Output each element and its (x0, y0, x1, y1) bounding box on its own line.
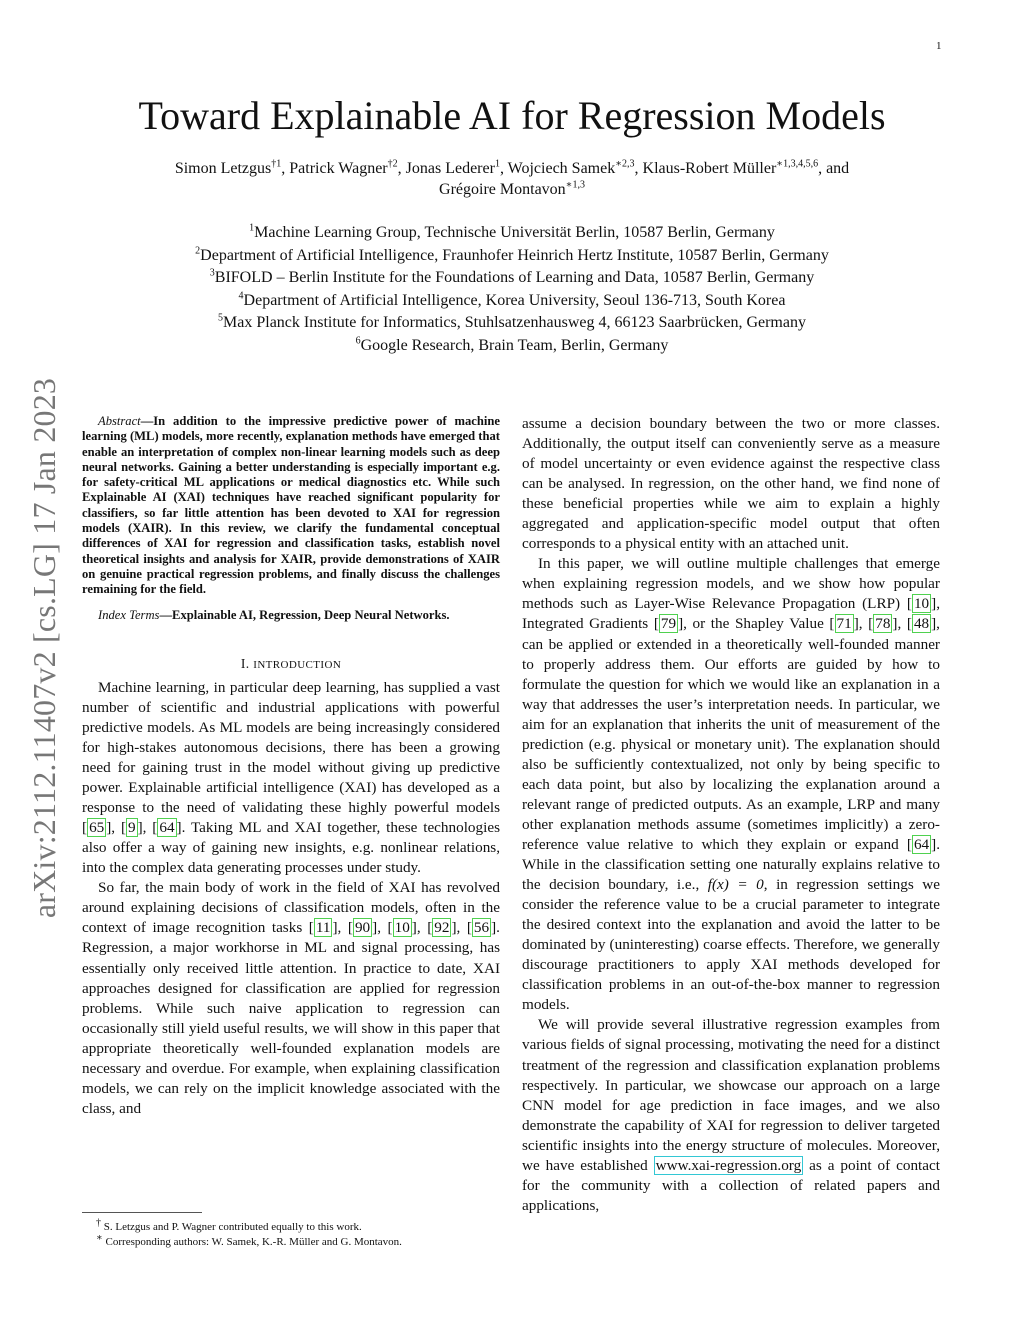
affiliation-line (100, 312, 924, 335)
author-name: Wojciech Samek (507, 160, 616, 177)
footnote-mark: ∗ (96, 1232, 103, 1244)
affiliation-line (100, 222, 924, 245)
affiliation-list (100, 222, 924, 357)
author-separator: , (499, 160, 508, 177)
affiliation-text: BIFOLD – Berlin Institute for the Foundations of Learning and Data, 10587 Berlin, Germany (214, 269, 815, 286)
abstract-text: In addition to the impressive predictive power of machine learning (ML) models, more recently, explanation methods have emerged that enable an interpretation of complex non-linear learning models such as deep neural networks. Gaining a better understanding is especially important e.g. for safety-critical ML applications or medical diagnostics etc. While such Explainable AI (XAI) techniques have reached significant popularity for classifiers, so far little attention has been devoted to XAI for regression models (XAIR). In this review, we clarify the fundamental conceptual differences of XAI for regression and classification tasks, establish novel theoretical insights and analysis for XAIR, provide demonstrations of XAIR on genuine practical regression problems, and finally discuss the challenges remaining for the field. (82, 414, 500, 597)
page-number: 1 (936, 40, 942, 52)
author-name: Klaus-Robert Müller (642, 160, 777, 177)
citation-link[interactable]: 56 (473, 919, 490, 937)
affiliation-number: 1 (249, 222, 255, 234)
affiliation-line (100, 335, 924, 358)
author-affiliation-mark: 1 (494, 158, 500, 170)
left-column (82, 414, 500, 1119)
citation-link[interactable]: 11 (315, 919, 331, 937)
citation-link[interactable]: 64 (913, 835, 930, 853)
author-name: Grégoire Montavon (439, 181, 566, 198)
paragraph: Machine learning, in particular deep learning, has supplied a vast number of scientific and industrial applications with powerful predictive models. As ML models are being increasingly considered for high-stakes autonomous decisions, there has been a growing need for gaining trust in the model without giving up predictive power. Explainable artificial intelligence (XAI) has developed as a response to the need of validating these highly powerful models [ 65 ], [ 9 ], [ 64 ]. Taking ML and XAI together, these technologies also offer a way of gaining new insights, e.g. nonlinear relations, into the complex data generating processes under study. (82, 678, 500, 877)
affiliation-number: 6 (355, 335, 361, 347)
author-name: Jonas Lederer (405, 160, 495, 177)
affiliation-number: 4 (238, 290, 244, 302)
citation-link[interactable]: 78 (875, 615, 891, 633)
footnote-rule (82, 1212, 202, 1213)
affiliation-number: 2 (195, 245, 201, 257)
author-affiliation-mark: ∗1,3,4,5,6 (776, 158, 819, 170)
right-column (522, 414, 940, 1216)
affiliation-text: Department of Artificial Intelligence, Fraunhofer Heinrich Hertz Institute, 10587 Berlin, Germany (200, 246, 829, 264)
abstract-label: Abstract (98, 414, 141, 428)
affiliation-text: Google Research, Brain Team, Berlin, Germany (360, 336, 669, 354)
section-number: I. (240, 655, 250, 671)
citation-link[interactable]: 90 (354, 919, 371, 937)
author-list (100, 158, 924, 200)
citation-link[interactable]: 92 (434, 919, 450, 937)
affiliation-text: Machine Learning Group, Technische Universität Berlin, 10587 Berlin, Germany (254, 224, 775, 241)
author-affiliation-mark: †1 (271, 158, 282, 170)
affiliation-text: Department of Artificial Intelligence, Korea University, Seoul 136-713, South Korea (243, 291, 786, 309)
author-affiliation-mark: ∗2,3 (615, 158, 635, 170)
affiliation-line (100, 245, 924, 268)
citation-link[interactable]: 48 (913, 615, 930, 633)
affiliation-text: Max Planck Institute for Informatics, Stuhlsatzenhausweg 4, 66123 Saarbrücken, Germany (223, 314, 806, 331)
author-separator: , (634, 160, 643, 177)
section-title: INTRODUCTION (253, 658, 342, 671)
author-name: Simon Letzgus (174, 160, 272, 177)
citation-link[interactable]: 71 (836, 615, 852, 633)
website-link[interactable]: www.xai-regression.org (655, 1156, 802, 1174)
author-separator: , (397, 160, 406, 177)
footnote (96, 1217, 496, 1235)
author-affiliation-mark: ∗1,3 (565, 179, 585, 191)
index-terms-label: Index Terms (98, 607, 160, 622)
abstract-dash: — (140, 414, 154, 428)
index-terms-dash: — (159, 607, 173, 622)
author-separator: , and (818, 160, 850, 177)
affiliation-line (100, 267, 924, 290)
section-heading (82, 656, 500, 672)
footnote-text: S. Letzgus and P. Wagner contributed equally to this work. (101, 1221, 362, 1233)
citation-link[interactable]: 10 (913, 595, 930, 613)
citation-link[interactable]: 64 (159, 819, 175, 837)
inline-math: f(x) = 0 (707, 876, 764, 894)
arxiv-identifier[interactable]: arXiv:2112.11407v2 [cs.LG] 17 Jan 2023 (26, 377, 62, 919)
footnote-mark: † (96, 1217, 101, 1229)
index-terms (82, 608, 500, 623)
affiliation-line (100, 290, 924, 313)
citation-link[interactable]: 9 (128, 819, 136, 837)
abstract (82, 414, 500, 598)
footnotes (96, 1217, 496, 1250)
footnote (96, 1232, 496, 1250)
author-name: Patrick Wagner (289, 160, 388, 177)
paper-title: Toward Explainable AI for Regression Models (138, 93, 886, 138)
author-affiliation-mark: †2 (387, 158, 398, 170)
paragraph: assume a decision boundary between the two or more classes. Additionally, the output itself can conveniently serve as a measure of model uncertainty or even evidence against the respective class can be analysed. In regression, on the other hand, we find none of these beneficial properties while we aim to explain a highly aggregated and application-specific model output that often corresponds to a physical entity with an attached unit. (522, 415, 940, 553)
citation-link[interactable]: 79 (660, 615, 677, 633)
paragraph: So far, the main body of work in the field of XAI has revolved around explaining decisions of classification models, often in the context of image recognition tasks [ 11 ], [ 90 ], [ 10 ], [ 92 ], [ 56 ]. Regression, a major workhorse in ML and signal processing, has essentially only received little attention. In practice to date, XAI approaches designed for classification are applied for regression problems. While such naive application to regression can occasionally still yield useful results, we will show in this paper that appropriate theoretically well-founded explanation models are necessary and overdue. For example, when explaining classification models, we can rely on the implicit knowledge associated with the class, and (82, 879, 500, 1117)
affiliation-number: 3 (209, 267, 215, 279)
footnote-text: Corresponding authors: W. Samek, K.-R. Müller and G. Montavon. (102, 1236, 402, 1248)
paragraph: We will provide several illustrative regression examples from various fields of signal processing, motivating the need for a distinct treatment of the regression and classification explanation problems respectively. In particular, we showcase our approach on a large CNN model for age prediction in face images, and we also demonstrate the capability of XAI for regression to deliver targeted scientific insights into the energy structure of molecules. Moreover, we have established www.xai-regression.org as a point of contact for the community with a collection of related papers and applications, (522, 1016, 940, 1214)
citation-link[interactable]: 10 (394, 919, 410, 937)
citation-link[interactable]: 65 (89, 819, 105, 837)
paragraph: In this paper, we will outline multiple challenges that emerge when explaining regression models, and we show how popular methods such as Layer-Wise Relevance Propagation (LRP) [ 10 ], Integrated Gradients [ 79 ], or the Shapley Value [ 71 ], [ 78 ], [ 48 ], can be applied or extended in a theoretically well-founded manner to properly address them. Our efforts are guided by how to formulate the question for which we would like an explanation in a way that addresses the user’s interpretation needs. In particular, we aim for an explanation that inherits the unit of measurement of the prediction (e.g. physical or monetary unit). The explanation should also be sufficiently contextualized, not only by being specific to each data point, but also by localizing the explanation around a relevant range of predicted outputs. As an example, LRP and many other explanation methods assume (sometimes implicitly) a zero-reference value relative to which they explain or expand [ 64 ]. While in the classification setting one naturally explains relative to the decision boundary, i.e., f(x) = 0, in regression settings we consider the reference value to be a crucial parameter to integrate the desired context into the explanation and avoid the latter to be dominated by (uninteresting) coarse effects. Therefore, we generally discourage practitioners to apply XAI methods developed for classification problems in an out-of-the-box manner to regression models. (522, 555, 940, 1014)
author-separator: , (281, 160, 290, 177)
affiliation-number: 5 (218, 312, 224, 324)
index-terms-text: Explainable AI, Regression, Deep Neural Networks. (172, 607, 450, 622)
